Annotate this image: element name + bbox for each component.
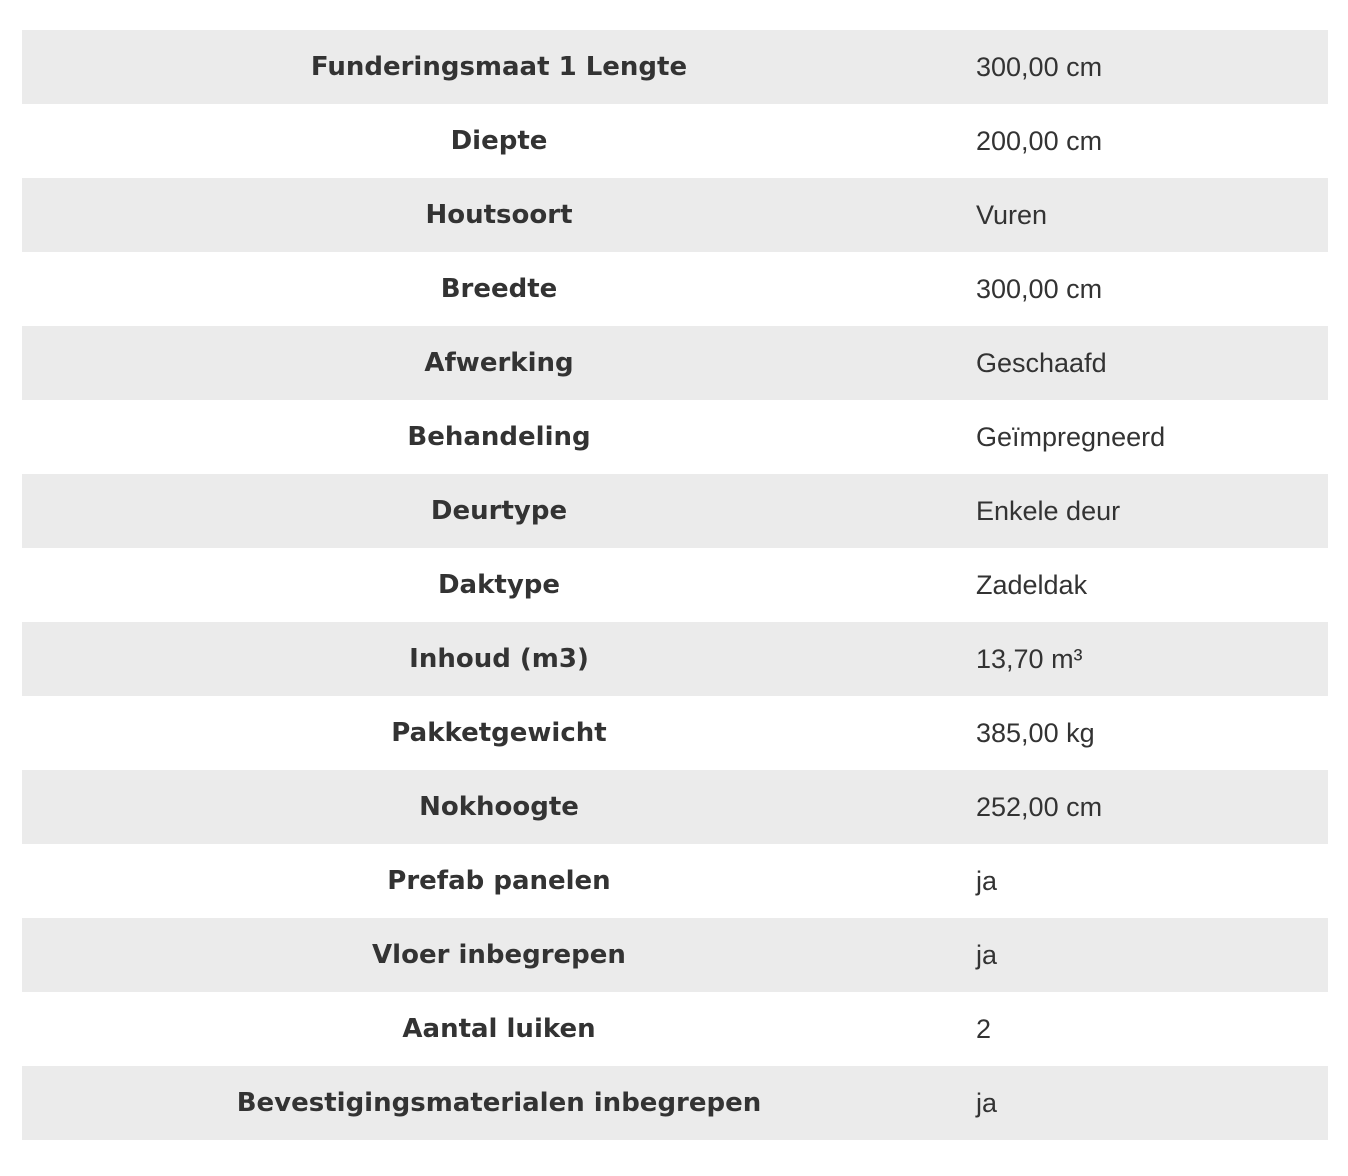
spec-label: Afwerking xyxy=(424,348,574,378)
spec-row-houtsoort xyxy=(22,178,1328,252)
spec-label: Funderingsmaat 1 Lengte xyxy=(310,52,688,82)
spec-row-prefab-panelen xyxy=(22,844,1328,918)
spec-value: 13,70 m³ xyxy=(976,643,1083,674)
spec-row-funderingsmaat-lengte xyxy=(22,30,1328,104)
spec-value: ja xyxy=(976,1087,998,1118)
spec-label: Houtsoort xyxy=(425,200,573,230)
spec-value: 385,00 kg xyxy=(976,717,1095,748)
spec-row-afwerking xyxy=(22,326,1328,400)
spec-row-behandeling xyxy=(22,400,1328,474)
spec-value: 252,00 cm xyxy=(976,791,1103,822)
spec-label: Prefab panelen xyxy=(387,866,611,896)
spec-row-inhoud xyxy=(22,622,1328,696)
spec-value: Enkele deur xyxy=(976,495,1121,526)
spec-label: Vloer inbegrepen xyxy=(372,940,626,970)
spec-row-vloer-inbegrepen xyxy=(22,918,1328,992)
spec-row-diepte xyxy=(22,104,1328,178)
spec-value: 2 xyxy=(976,1013,992,1044)
spec-label: Breedte xyxy=(440,274,558,304)
specifications-table xyxy=(22,30,1328,1140)
spec-label: Aantal luiken xyxy=(402,1014,596,1044)
spec-value: 200,00 cm xyxy=(976,125,1103,156)
spec-label: Inhoud (m3) xyxy=(409,644,589,674)
spec-row-deurtype xyxy=(22,474,1328,548)
spec-row-aantal-luiken xyxy=(22,992,1328,1066)
spec-label: Nokhoogte xyxy=(419,792,579,822)
spec-value: ja xyxy=(976,939,998,970)
spec-label: Diepte xyxy=(450,126,548,156)
spec-value: Vuren xyxy=(976,199,1048,230)
spec-label: Behandeling xyxy=(407,422,591,452)
spec-label: Deurtype xyxy=(430,496,568,526)
spec-row-daktype xyxy=(22,548,1328,622)
spec-value: Zadeldak xyxy=(976,569,1088,600)
spec-row-pakketgewicht xyxy=(22,696,1328,770)
spec-value: 300,00 cm xyxy=(976,273,1103,304)
spec-row-breedte xyxy=(22,252,1328,326)
spec-value: 300,00 cm xyxy=(976,51,1103,82)
spec-value: ja xyxy=(976,865,998,896)
spec-label: Daktype xyxy=(437,570,561,600)
spec-label: Bevestigingsmaterialen inbegrepen xyxy=(236,1088,762,1118)
spec-value: Geïmpregneerd xyxy=(976,421,1166,452)
spec-value: Geschaafd xyxy=(976,347,1107,378)
spec-label: Pakketgewicht xyxy=(391,718,607,748)
spec-row-nokhoogte xyxy=(22,770,1328,844)
spec-row-bevestigingsmaterialen xyxy=(22,1066,1328,1140)
